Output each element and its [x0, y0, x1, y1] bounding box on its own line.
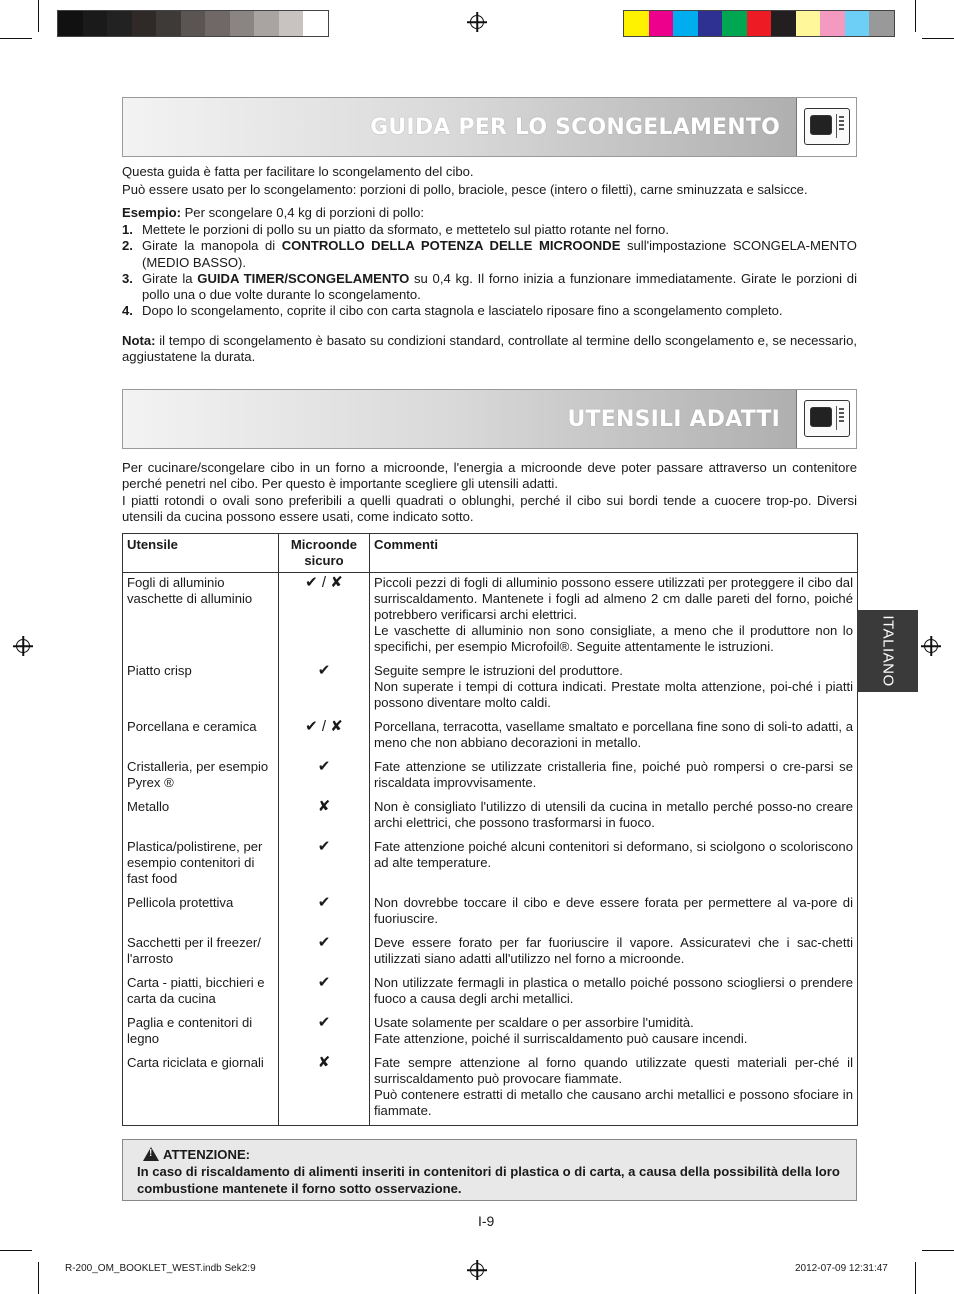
- comment-cell: Fate sempre attenzione al forno quando utilizzate questi materiali per-ché il surriscaldamento può provocare fiammate. Può contenere estratti di metallo che causano archi metallici e possono sfociare in fiammate.: [370, 1053, 858, 1126]
- cmyk-color-bar: [623, 10, 895, 37]
- example-text: Per scongelare 0,4 kg di porzioni di pollo:: [180, 204, 425, 220]
- example-label: Esempio:: [122, 204, 181, 220]
- step-text: Mettete le porzioni di pollo su un piatto da sformato, e mettetelo sul piatto rotante nel forno.: [142, 222, 669, 237]
- warning-text: In caso di riscaldamento di alimenti inseriti in contenitori di plastica o di carta, a causa della possibilità della loro combustione mantenete il forno sotto osservazione.: [137, 1164, 840, 1196]
- color-swatch: [722, 11, 747, 36]
- microwave-safe-cell: ✔: [279, 973, 370, 1013]
- color-swatch: [156, 11, 181, 36]
- example-line: [122, 205, 857, 221]
- section-title: UTENSILI ADATTI: [567, 406, 780, 432]
- color-swatch: [845, 11, 870, 36]
- step-number: 1.: [122, 222, 133, 237]
- microwave-safe-cell: ✔: [279, 893, 370, 933]
- color-swatch: [698, 11, 723, 36]
- crop-mark: [38, 1262, 39, 1294]
- step-text: sull'impostazione SCONGELA-MENTO (MEDIO BASSO).: [142, 238, 857, 270]
- warning-triangle-icon: [143, 1147, 159, 1161]
- intro-line: Questa guida è fatta per facilitare lo scongelamento del cibo.: [122, 164, 474, 179]
- microwave-safe-cell: ✘: [279, 1053, 370, 1126]
- defrost-note: [122, 333, 857, 366]
- color-swatch: [820, 11, 845, 36]
- table-row: [123, 1013, 858, 1053]
- table-row: [123, 717, 858, 757]
- column-header-utensil: Utensile: [123, 534, 279, 573]
- color-swatch: [673, 11, 698, 36]
- color-swatch: [181, 11, 206, 36]
- comment-cell: Porcellana, terracotta, vasellame smaltato e porcellana fine sono di soli-to adatti, a meno che non abbiano decorazioni in metallo.: [370, 717, 858, 757]
- color-swatch: [771, 11, 796, 36]
- crop-mark: [915, 0, 916, 32]
- step-text: Girate la manopola di: [142, 238, 282, 254]
- comment-cell: Non è consigliato l'utilizzo di utensili da cucina in metallo perché posso-no creare archi elettrici, che possono trasformarsi in fuoco.: [370, 797, 858, 837]
- note-text: il tempo di scongelamento è basato su condizioni standard, controllate al termine dello scongelamento e, se necessario, aggiustatene la durata.: [122, 333, 857, 365]
- color-swatch: [58, 11, 83, 36]
- page-number: I-9: [478, 1213, 495, 1229]
- grayscale-color-bar: [57, 10, 329, 37]
- crop-mark: [922, 38, 954, 39]
- step-number: 4.: [122, 303, 133, 319]
- color-swatch: [205, 11, 230, 36]
- microwave-safe-cell: ✘: [279, 797, 370, 837]
- utensil-cell: Porcellana e ceramica: [123, 717, 279, 757]
- table-row: [123, 973, 858, 1013]
- microwave-safe-cell: ✔: [279, 757, 370, 797]
- color-swatch: [132, 11, 157, 36]
- comment-cell: Usate solamente per scaldare o per assorbire l'umidità. Fate attenzione, poiché il surriscaldamento può causare incendi.: [370, 1013, 858, 1053]
- step-item: [122, 271, 857, 304]
- intro-line: Può essere usato per lo scongelamento: porzioni di pollo, braciole, pesce (intero o filetti), carne sminuzzata e salsicce.: [122, 182, 808, 198]
- utensil-cell: Carta - piatti, bicchieri e carta da cucina: [123, 973, 279, 1013]
- step-control-name: CONTROLLO DELLA POTENZA DELLE MICROONDE: [281, 238, 621, 254]
- microwave-safe-cell: ✔ / ✘: [279, 717, 370, 757]
- table-body: [123, 573, 858, 1126]
- step-text: Girate la: [142, 270, 198, 286]
- crop-mark: [915, 1262, 916, 1294]
- footer-timestamp: 2012-07-09 12:31:47: [795, 1263, 888, 1274]
- table-row: [123, 1053, 858, 1126]
- microwave-safe-cell: ✔: [279, 1013, 370, 1053]
- defrost-intro: [122, 164, 857, 221]
- utensil-cell: Metallo: [123, 797, 279, 837]
- language-label: ITALIANO: [879, 615, 896, 687]
- section-header-defrost: [122, 97, 857, 157]
- utensil-cell: Pellicola protettiva: [123, 893, 279, 933]
- comment-cell: Non dovrebbe toccare il cibo e deve essere forata per permettere al va-pore di fuoriuscire.: [370, 893, 858, 933]
- table-header-row: [123, 534, 858, 573]
- crop-mark: [0, 1250, 32, 1251]
- step-control-name: GUIDA TIMER/SCONGELAMENTO: [197, 270, 410, 286]
- microwave-safe-cell: ✔: [279, 661, 370, 717]
- color-swatch: [279, 11, 304, 36]
- utensil-cell: Cristalleria, per esempio Pyrex ®: [123, 757, 279, 797]
- warning-label: ATTENZIONE:: [163, 1147, 251, 1162]
- footer-file-info: R-200_OM_BOOKLET_WEST.indb Sek2:9: [65, 1263, 256, 1274]
- microwave-safe-cell: ✔: [279, 933, 370, 973]
- step-text: Dopo lo scongelamento, coprite il cibo con carta stagnola e lasciatelo riposare fino a scongelamento completo.: [142, 303, 783, 319]
- crop-mark: [922, 1250, 954, 1251]
- microwave-icon: [796, 98, 856, 156]
- microwave-icon: [796, 390, 856, 448]
- comment-cell: Fate attenzione poiché alcuni contenitori si deformano, si sciolgono o scoloriscono ad alte temperature.: [370, 837, 858, 893]
- column-header-comments: Commenti: [370, 534, 858, 573]
- registration-mark-icon: [924, 639, 938, 653]
- section-title: GUIDA PER LO SCONGELAMENTO: [370, 114, 780, 140]
- comment-cell: Deve essere forato per far fuoriuscire il vapore. Assicuratevi che i sac-chetti utilizzati siano adatti all'utilizzo nel forno a microonde.: [370, 933, 858, 973]
- microwave-safe-cell: ✔: [279, 837, 370, 893]
- comment-cell: Seguite sempre le istruzioni del produttore. Non superate i tempi di cottura indicati. Prestate molta attenzione, poi-ché i piatti possono diventare molto caldi.: [370, 661, 858, 717]
- crop-mark: [38, 0, 39, 32]
- color-swatch: [303, 11, 328, 36]
- step-number: 2.: [122, 238, 133, 254]
- step-item: [122, 303, 857, 319]
- registration-mark-icon: [16, 639, 30, 653]
- table-row: [123, 757, 858, 797]
- table-row: [123, 933, 858, 973]
- table-row: [123, 797, 858, 837]
- section-header-utensils: [122, 389, 857, 449]
- comment-cell: Piccoli pezzi di fogli di alluminio possono essere utilizzati per proteggere il cibo dal surriscaldamento. Mantenete i fogli ad almeno 2 cm dalle pareti del forno, poiché potrebbero verificarsi archi elettrici. Le vaschette di alluminio non sono consigliate, a meno che il produttore non lo specifichi, per esempio Microfoil®. Seguite attentamente le istruzioni.: [370, 573, 858, 662]
- utensil-cell: Plastica/polistirene, per esempio contenitori di fast food: [123, 837, 279, 893]
- step-item: [122, 222, 857, 238]
- language-tab: [857, 610, 918, 692]
- table-row: [123, 893, 858, 933]
- step-text: su 0,4 kg. Il forno inizia a funzionare immediatamente. Girate le porzioni di pollo una o due volte durante lo scongelamento.: [142, 270, 857, 303]
- comment-cell: Non utilizzate fermagli in plastica o metallo poiché possono sciogliersi o prendere fuoco a causa degli archi metallici.: [370, 973, 858, 1013]
- color-swatch: [107, 11, 132, 36]
- table-row: [123, 573, 858, 662]
- column-header-safe: Microonde sicuro: [279, 534, 370, 573]
- utensil-cell: Paglia e contenitori di legno: [123, 1013, 279, 1053]
- intro-paragraph: I piatti rotondi o ovali sono preferibili a quelli quadrati o oblunghi, perché il cibo sui bordi tende a cuocere trop-po. Diversi utensili da cucina possono essere usati, come indicato sotto.: [122, 492, 857, 524]
- color-swatch: [747, 11, 772, 36]
- comment-cell: Fate attenzione se utilizzate cristalleria fine, poiché può rompersi o cre-parsi se riscaldata improvvisamente.: [370, 757, 858, 797]
- table-row: [123, 837, 858, 893]
- step-number: 3.: [122, 270, 133, 286]
- color-swatch: [230, 11, 255, 36]
- intro-paragraph: Per cucinare/scongelare cibo in un forno a microonde, l'energia a microonde deve poter passare attraverso un contenitore perché penetri nel cibo. Per questo è importante scegliere gli utensili adatti.: [122, 460, 857, 492]
- registration-mark-icon: [470, 1263, 484, 1277]
- crop-mark: [0, 38, 32, 39]
- step-item: [122, 238, 857, 271]
- utensil-cell: Fogli di alluminio vaschette di alluminio: [123, 573, 279, 662]
- color-swatch: [649, 11, 674, 36]
- color-swatch: [869, 11, 894, 36]
- utensils-intro: [122, 460, 857, 525]
- note-label: Nota:: [122, 333, 156, 348]
- defrost-steps: [122, 222, 857, 320]
- utensil-cell: Piatto crisp: [123, 661, 279, 717]
- utensil-cell: Carta riciclata e giornali: [123, 1053, 279, 1126]
- warning-box: [122, 1139, 857, 1201]
- color-swatch: [83, 11, 108, 36]
- registration-mark-icon: [470, 15, 484, 29]
- utensil-cell: Sacchetti per il freezer/ l'arrosto: [123, 933, 279, 973]
- color-swatch: [796, 11, 821, 36]
- color-swatch: [624, 11, 649, 36]
- color-swatch: [254, 11, 279, 36]
- microwave-safe-cell: ✔ / ✘: [279, 573, 370, 662]
- utensils-table: [122, 533, 858, 1126]
- table-row: [123, 661, 858, 717]
